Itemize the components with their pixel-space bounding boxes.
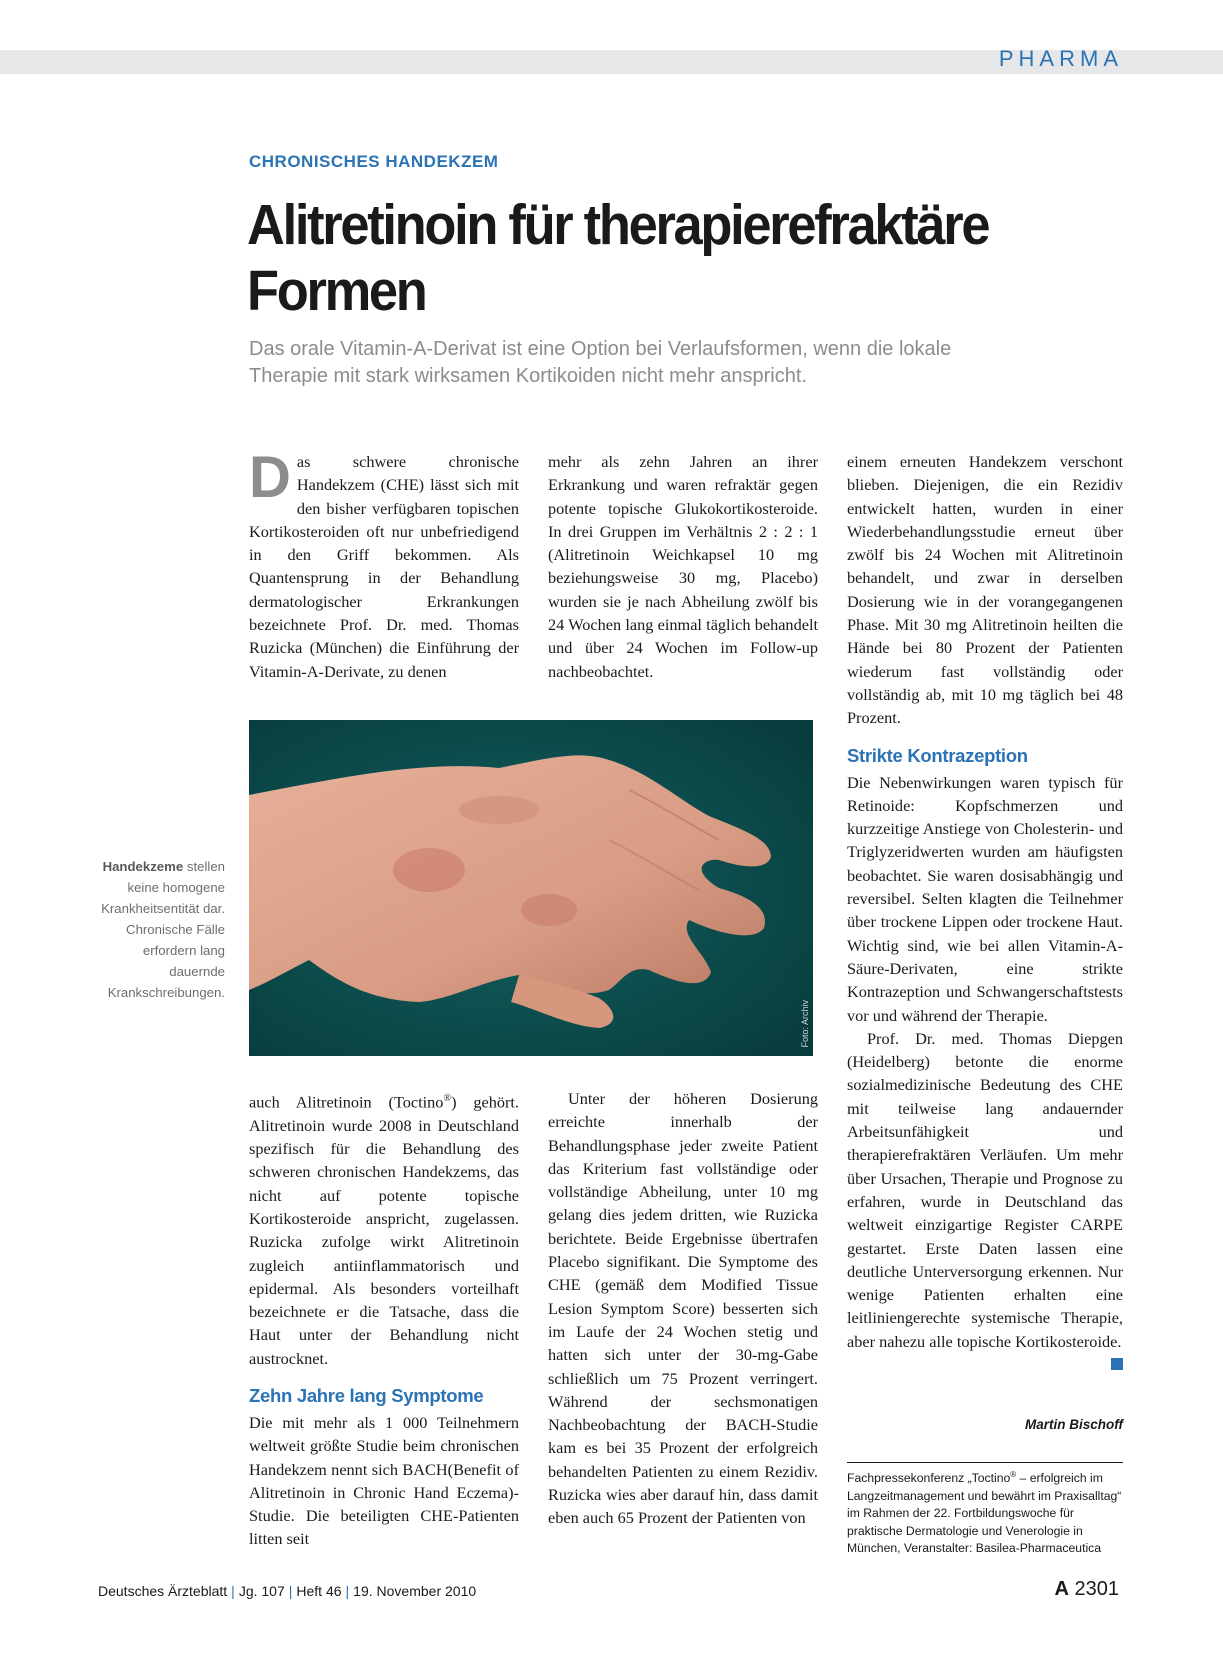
article-kicker: CHRONISCHES HANDEKZEM bbox=[249, 152, 499, 171]
paragraph: Die mit mehr als 1 000 Teilnehmern weltweit größte Studie beim chronischen Handekzem nennt sich BACH(Benefit of Alitretinoin in Chronic Hand Eczema)-Studie. Die beteiligten CHE-Patienten litten seit bbox=[249, 1412, 519, 1549]
text-run: auch Alitretinoin (Toctino bbox=[249, 1092, 444, 1112]
registered-mark: ® bbox=[1010, 1470, 1017, 1479]
intro-text: as schwere chronische Handekzem (CHE) lässt sich mit den bisher verfügbaren topischen Kortikosteroiden oft nur unbefriedigend in den Griff bekommen. Als Quantensprung in der Behandlung dermatologischer Erkrankungen bezeichnete Prof. Dr. med. Thomas Ruzicka (München) die Einführung der Vitamin-A-Derivate, zu denen bbox=[249, 452, 519, 681]
note-divider bbox=[847, 1462, 1123, 1463]
footer-publication bbox=[98, 1583, 476, 1599]
paragraph: einem erneuten Handekzem verschont blieben. Diejenigen, die ein Rezidiv entwickelt hatten, wurden in einer Wiederbehandlungsstudie erneut über zwölf bis 24 Wochen mit Alitretinoin behandelt, und zwar in derselben Dosierung wie in der vorangegangenen Phase. Mit 30 mg Alitretinoin heilten die Hände bei 80 Prozent der Patienten wiederum fast vollständig oder vollständig ab, mit 10 mg täglich bei 48 Prozent. bbox=[847, 452, 1123, 728]
column-1-top bbox=[249, 445, 519, 683]
text-run: ) gehört. Alitretinoin wurde 2008 in Deutschland spezifisch für die Behandlung des schweren chronischen Handekzems, das nicht auf potente topische Kortikosteroide anspricht, zugelassen. Ruzicka zufolge wirkt Alitretinoin zugleich antiinflammatorisch und epidermal. Als besonders vorteilhaft bezeichnete er die Tatsache, dass die Haut unter der Behandlung nicht austrocknet. bbox=[249, 1092, 520, 1368]
drop-cap: D bbox=[249, 445, 291, 510]
closing-text: Prof. Dr. med. Thomas Diepgen (Heidelberg) betonte die enorme sozialmedizinische Bedeutung des CHE mit teilweise lang andauernder Arbeitsunfähigkeit und therapierefraktären Verläufen. Um mehr über Ursachen, Therapie und Prognose zu erfahren, wurde in Deutschland das weltweit einzigartige Register CARPE gestartet. Erste Daten lassen eine deutliche Unterversorgung erkennen. Nur wenige Patienten erhalten eine leitliniengerechte systemische Therapie, aber nahezu alle topische Kortikosteroide. bbox=[847, 1028, 1123, 1351]
page-number bbox=[1054, 1578, 1119, 1601]
column-2-bottom bbox=[548, 1087, 818, 1530]
paragraph: Die Nebenwirkungen waren typisch für Retinoide: Kopfschmerzen und kurzzeitige Anstiege von Cholesterin- und Triglyzeridwerten wurden am häufigsten beobachtet. Sie waren dosisabhängig und reversibel. Selten klagten die Teilnehmer über trockene Lippen oder trockene Haut. Wichtig sind, wie bei allen Vitamin-A-Säure-Derivaten, eine strikte Kontrazeption und Schwangerschaftstests vor und während der Therapie. bbox=[847, 772, 1123, 1025]
separator: | bbox=[288, 1583, 293, 1599]
column-3 bbox=[847, 450, 1123, 1370]
source-note bbox=[847, 1466, 1123, 1558]
page-number-value: 2301 bbox=[1074, 1578, 1119, 1600]
article-photo bbox=[249, 720, 813, 1056]
paragraph: mehr als zehn Jahren an ihrer Erkrankung und waren refraktär gegen potente topische Glukokortikosteroide. In drei Gruppen im Verhältnis 2 : 2 : 1 (Alitretinoin Weichkapsel 10 mg beziehungsweise 30 mg, Placebo) wurden sie je nach Abheilung zwölf bis 24 Wochen lang einmal täglich behandelt und über 24 Wochen im Follow-up nachbeobachtet. bbox=[548, 452, 818, 681]
issue: Heft 46 bbox=[296, 1583, 342, 1599]
paragraph: Unter der höheren Dosierung erreichte innerhalb der Behandlungsphase jeder zweite Patient das Kriterium fast vollständige oder vollständige Abheilung, unter 10 mg gelang dies jedem dritten, wie Ruzicka berichtete. Beide Ergebnisse übertrafen Placebo signifikant. Die Symptome des CHE (gemäß dem Modified Tissue Lesion Symptom Score) besserten sich im Laufe der 24 Wochen stetig und hatten sich unter der 30-mg-Gabe schließlich um 75 Prozent verringert. Während der sechsmonatigen Nachbeobachtung der BACH-Studie kam es bei 35 Prozent der erfolgreich behandelten Patienten zu einem Rezidiv. Ruzicka wies aber darauf hin, dass damit eben auch 65 Prozent der Patienten von bbox=[548, 1089, 818, 1528]
end-mark-icon bbox=[1111, 1358, 1123, 1370]
column-1-bottom bbox=[249, 1087, 519, 1551]
article-title: Alitretinoin für therapierefraktäre Formen bbox=[247, 193, 989, 323]
note-text: – erfolgreich im Langzeitmanagement und bewährt im Praxisalltag“ im Rahmen der 22. Fortbildungswoche für praktische Dermatologie und Venerologie in München, Veranstalter: Basilea-Pharmaceutica bbox=[847, 1471, 1122, 1556]
subheading-kontrazeption: Strikte Kontrazeption bbox=[847, 744, 1028, 766]
journal-name: Deutsches Ärzteblatt bbox=[98, 1583, 228, 1599]
registered-mark: ® bbox=[443, 1093, 452, 1104]
article-standfirst: Das orale Vitamin-A-Derivat ist eine Option bei Verlaufsformen, wenn die lokale Therapie mit stark wirksamen Kortikoiden nicht mehr anspricht. bbox=[249, 338, 952, 387]
author-name: Martin Bischoff bbox=[1024, 1417, 1123, 1432]
hand-illustration bbox=[249, 720, 813, 1056]
section-label: PHARMA bbox=[998, 46, 1123, 71]
note-text: Fachpressekonferenz „Toctino bbox=[847, 1471, 1011, 1486]
page-prefix: A bbox=[1054, 1578, 1069, 1600]
photo-credit: Foto: Archiv bbox=[800, 1000, 810, 1048]
paragraph-closing bbox=[847, 1027, 1123, 1353]
caption-lead: Handekzeme bbox=[102, 859, 184, 874]
paragraph bbox=[249, 1087, 519, 1370]
intro-paragraph bbox=[249, 445, 519, 683]
volume: Jg. 107 bbox=[238, 1583, 285, 1599]
subheading-symptome: Zehn Jahre lang Symptome bbox=[249, 1384, 484, 1406]
issue-date: 19. November 2010 bbox=[353, 1583, 477, 1599]
separator: | bbox=[231, 1583, 235, 1599]
caption-text: stellen keine homogene Krankheitsentität dar. Chronische Fälle erfordern lang dauernde Krankschreibungen. bbox=[101, 859, 225, 1000]
column-2-top bbox=[548, 450, 818, 683]
separator: | bbox=[345, 1583, 350, 1599]
figure-caption bbox=[95, 856, 225, 1003]
